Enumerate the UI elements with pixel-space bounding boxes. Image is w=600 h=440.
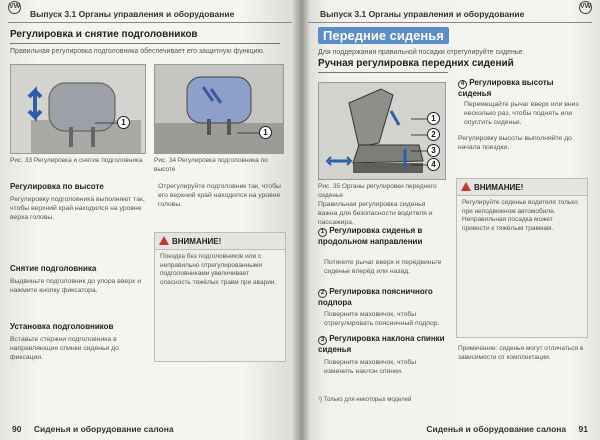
para-col2: Отрегулируйте подголовник так, чтобы его верхний край находился на уровне головы. — [158, 183, 281, 208]
right-header-rule — [308, 22, 592, 23]
heading-height-adjust: Регулировка по высоте — [10, 182, 104, 191]
right-header-text: Выпуск 3.1 Органы управления и оборудование — [320, 9, 525, 19]
para-intro: Правильная регулировка сиденья важна для безопасности водителя и пассажира. — [318, 201, 433, 226]
right-section-rule — [318, 72, 448, 73]
figure-callout: 1 — [259, 126, 272, 139]
warning-heading-text: ВНИМАНИЕ! — [474, 183, 524, 192]
warning-heading-text: ВНИМАНИЕ! — [172, 237, 222, 246]
headrest-figure-2 — [154, 64, 284, 154]
left-section-title: Регулировка и снятие подголовников — [10, 29, 198, 40]
figure-callout: 4 — [427, 158, 440, 171]
heading-seat-height-text: Регулировка высоты сиденья — [458, 78, 554, 98]
figure-callout: 1 — [117, 116, 130, 129]
warning-heading — [155, 233, 285, 250]
heading-longitudinal-text: Регулировка сиденья в продольном направлении — [318, 226, 423, 246]
para-backrest: Поверните маховичок, чтобы изменить наклон спинки. — [324, 359, 417, 375]
footer-title: Сиденья и оборудование салона — [33, 424, 174, 434]
heading-longitudinal — [318, 226, 446, 247]
item-number: 4 — [458, 80, 467, 89]
item-number: 3 — [318, 336, 327, 345]
right-footer — [426, 424, 588, 434]
vw-logo-icon: VW — [579, 1, 592, 14]
headrest-figure-1 — [10, 64, 146, 154]
left-section-rule — [10, 43, 280, 44]
headrest-illustration-2 — [155, 65, 284, 154]
item-number: 2 — [318, 289, 327, 298]
para-install: Вставьте стержни подголовника в направляющие спинки сиденья до фиксации. — [10, 336, 119, 361]
right-intro: Для поддержания правильной посадки отрегулируйте сиденье. — [318, 49, 525, 56]
para-remove: Выдвиньте подголовник до упора вверх и нажмите кнопку фиксатора. — [10, 278, 141, 294]
page-title: Передние сиденья — [318, 27, 449, 44]
page-number: 91 — [578, 424, 588, 434]
figure-caption: Рис. 33 Регулировка и снятие подголовника — [10, 157, 143, 164]
para-seat-height: Перемещайте рычаг вверх или вниз несколько раз, чтобы поднять или опустить сиденье. — [464, 101, 579, 126]
warning-triangle-icon — [461, 182, 471, 191]
figure-caption: Рис. 35 Органы регулировки переднего сиденья — [318, 183, 437, 199]
right-section-title: Ручная регулировка передних сидений — [318, 58, 514, 69]
left-footer — [12, 424, 174, 434]
vw-logo-icon: VW — [8, 1, 21, 14]
warning-triangle-icon — [159, 236, 169, 245]
book-gutter — [292, 0, 310, 440]
right-page — [300, 0, 600, 440]
warning-heading — [457, 179, 587, 196]
heading-backrest-text: Регулировка наклона спинки сиденья — [318, 334, 445, 354]
figure-callout: 2 — [427, 128, 440, 141]
heading-remove: Снятие подголовника — [10, 264, 97, 273]
left-header — [8, 6, 292, 22]
heading-seat-height — [458, 78, 588, 99]
footnote: ¹) Только для некоторых моделей — [318, 397, 412, 403]
right-header — [308, 6, 592, 22]
heading-lumbar — [318, 287, 446, 308]
para-longitudinal: Потяните рычаг вверх и передвиньте сиденье вперёд или назад. — [324, 259, 442, 275]
heading-lumbar-text: Регулировка поясничного подпора — [318, 287, 433, 307]
page-number: 90 — [12, 424, 22, 434]
figure-callout: 3 — [427, 144, 440, 157]
note-text: Примечание: сиденья могут отличаться в зависимости от комплектации. — [458, 345, 584, 361]
item-number: 1 — [318, 228, 327, 237]
warning-box — [456, 178, 588, 338]
left-header-text: Выпуск 3.1 Органы управления и оборудование — [30, 9, 235, 19]
footer-title: Сиденья и оборудование салона — [426, 424, 567, 434]
warning-text: Поездка без подголовников или с неправильно отрегулированными подголовниками увеличивает опасность тяжёлых травм при аварии. — [160, 253, 277, 286]
para-lumbar: Поверните маховичок, чтобы отрегулировать поясничный подпор. — [324, 311, 440, 327]
heading-backrest — [318, 334, 446, 355]
left-header-rule — [8, 22, 292, 23]
left-intro: Правильная регулировка подголовника обеспечивает его защитную функцию. — [10, 48, 265, 55]
headrest-illustration-1 — [11, 65, 146, 154]
warning-box — [154, 232, 286, 362]
warning-text: Регулируйте сиденье водителя только при неподвижном автомобиле. Неправильная посадка может привести к тяжёлым травмам. — [462, 199, 578, 232]
seat-figure — [318, 82, 446, 180]
para-height-adjust: Регулировку подголовника выполняют так, чтобы верхний край находился на уровне верха головы. — [10, 196, 145, 221]
figure-caption: Рис. 34 Регулировка подголовника по высоте — [154, 157, 268, 173]
heading-install: Установка подголовников — [10, 322, 114, 331]
para-seat-height-2: Регулировку высоты выполняйте до начала поездки. — [458, 135, 572, 151]
figure-callout: 1 — [427, 112, 440, 125]
